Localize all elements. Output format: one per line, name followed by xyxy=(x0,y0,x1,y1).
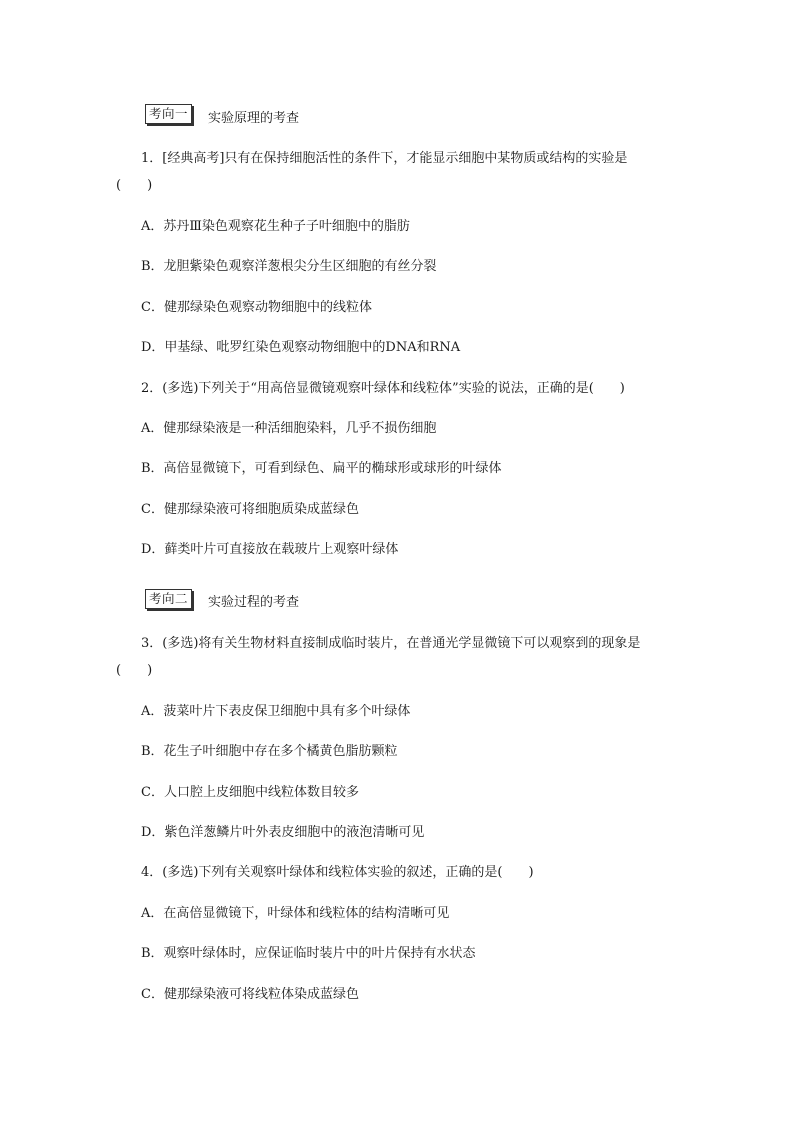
section-title: 实验原理的考查 xyxy=(208,111,300,126)
option: A．苏丹Ⅲ染色观察花生种子子叶细胞中的脂肪 xyxy=(141,219,410,234)
option: D．甲基绿、吡罗红染色观察动物细胞中的DNA和RNA xyxy=(141,340,461,355)
option: A．健那绿染液是一种活细胞染料，几乎不损伤细胞 xyxy=(141,421,437,436)
question-stem: 1．[经典高考]只有在保持细胞活性的条件下，才能显示细胞中某物质或结构的实验是 xyxy=(141,151,628,166)
section-tag: 考向一 xyxy=(145,104,192,124)
section-tag: 考向二 xyxy=(145,589,192,609)
question-stem-cont: ( ) xyxy=(116,178,153,193)
option: D．紫色洋葱鳞片叶外表皮细胞中的液泡清晰可见 xyxy=(141,825,425,840)
question-stem: 3．(多选)将有关生物材料直接制成临时装片，在普通光学显微镜下可以观察到的现象是 xyxy=(141,636,641,651)
option: A．菠菜叶片下表皮保卫细胞中具有多个叶绿体 xyxy=(141,704,411,719)
question-stem: 2．(多选)下列关于“用高倍显微镜观察叶绿体和线粒体”实验的说法，正确的是( ) xyxy=(141,381,625,396)
option: C．健那绿染液可将线粒体染成蓝绿色 xyxy=(141,987,359,1002)
option: D．藓类叶片可直接放在载玻片上观察叶绿体 xyxy=(141,542,399,557)
option: C．健那绿染液可将细胞质染成蓝绿色 xyxy=(141,502,359,517)
question-stem-cont: ( ) xyxy=(116,663,153,678)
section-title: 实验过程的考查 xyxy=(208,595,300,610)
option: A．在高倍显微镜下，叶绿体和线粒体的结构清晰可见 xyxy=(141,906,450,921)
option: C．健那绿染色观察动物细胞中的线粒体 xyxy=(141,300,372,315)
option: C．人口腔上皮细胞中线粒体数目较多 xyxy=(141,785,359,800)
option: B．观察叶绿体时，应保证临时装片中的叶片保持有水状态 xyxy=(141,946,476,961)
question-stem: 4．(多选)下列有关观察叶绿体和线粒体实验的叙述，正确的是( ) xyxy=(141,865,534,880)
option: B．高倍显微镜下，可看到绿色、扁平的椭球形或球形的叶绿体 xyxy=(141,461,502,476)
option: B．龙胆紫染色观察洋葱根尖分生区细胞的有丝分裂 xyxy=(141,259,437,274)
option: B．花生子叶细胞中存在多个橘黄色脂肪颗粒 xyxy=(141,744,398,759)
